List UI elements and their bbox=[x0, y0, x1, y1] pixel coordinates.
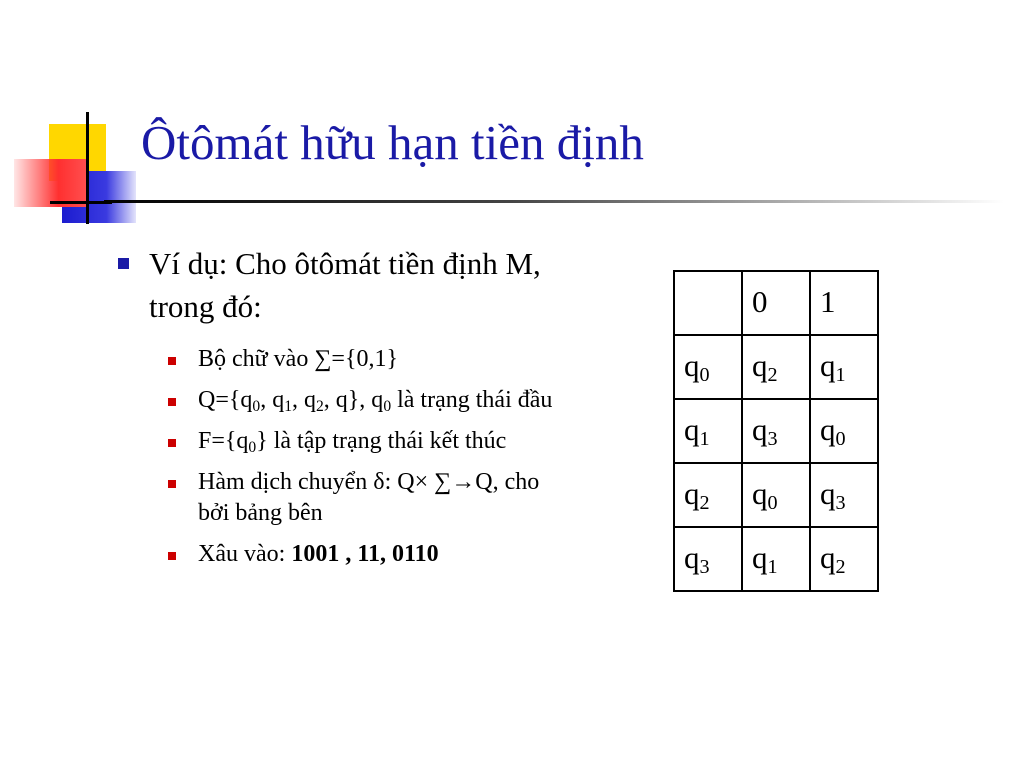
table-row bbox=[674, 399, 878, 463]
table-row bbox=[674, 527, 878, 591]
input-strings: 1001 , 11, 0110 bbox=[291, 541, 439, 567]
bullet-square-icon bbox=[168, 398, 176, 406]
table-cell: $q_0$ bbox=[810, 399, 878, 463]
input-label: Xâu vào: bbox=[198, 541, 292, 567]
states-text: $Q=\{q_0$, $q_1$, $q_2$, q}, $q_0$ là trạng thái đầu bbox=[198, 387, 553, 415]
table-header-cell: 1 bbox=[810, 271, 878, 335]
bullet-square-icon bbox=[168, 552, 176, 560]
main-bullet-text: Ví dụ: Cho ôtômát tiền định M, trong đó: bbox=[149, 246, 541, 324]
table-cell: $q_2$ bbox=[674, 463, 742, 527]
table-cell: $q_3$ bbox=[674, 527, 742, 591]
table-cell: $q_1$ bbox=[742, 527, 810, 591]
sub-bullet-text: Bộ chữ vào ∑={0,1} bbox=[198, 346, 399, 372]
sub-bullet-input-strings bbox=[168, 539, 558, 570]
table-cell: $q_3$ bbox=[742, 399, 810, 463]
table-cell: $q_0$ bbox=[674, 335, 742, 399]
table-cell: $q_1$ bbox=[674, 399, 742, 463]
table-cell: $q_2$ bbox=[810, 527, 878, 591]
bullet-square-icon bbox=[168, 357, 176, 365]
table-header-cell bbox=[674, 271, 742, 335]
table-cell: $q_2$ bbox=[742, 335, 810, 399]
decor-red-square bbox=[14, 159, 88, 207]
sub-bullet-transition bbox=[168, 467, 558, 529]
slide-content bbox=[118, 242, 558, 580]
table-row bbox=[674, 463, 878, 527]
sub-bullet-final-states bbox=[168, 426, 558, 457]
decor-vertical-line bbox=[86, 112, 89, 224]
table-header-row bbox=[674, 271, 878, 335]
title-underline bbox=[104, 200, 1004, 203]
sub-bullet-alphabet bbox=[168, 344, 558, 375]
bullet-square-icon bbox=[118, 258, 129, 269]
sub-bullets bbox=[118, 344, 558, 570]
table-cell: $q_3$ bbox=[810, 463, 878, 527]
table-header-cell: 0 bbox=[742, 271, 810, 335]
slide-title: Ôtômát hữu hạn tiền định bbox=[141, 115, 644, 170]
main-bullet bbox=[118, 242, 558, 328]
decor-horizontal-line bbox=[50, 201, 112, 204]
bullet-square-icon bbox=[168, 480, 176, 488]
table-cell: $q_0$ bbox=[742, 463, 810, 527]
table-row bbox=[674, 335, 878, 399]
final-states-text: $F=\{q_0\}$ là tập trạng thái kết thúc bbox=[198, 428, 507, 456]
transition-table bbox=[673, 270, 879, 592]
sub-bullet-states bbox=[168, 385, 558, 416]
bullet-square-icon bbox=[168, 439, 176, 447]
table-cell: $q_1$ bbox=[810, 335, 878, 399]
sub-bullet-text: Hàm dịch chuyển δ: Q× ∑→Q, cho bởi bảng bên bbox=[198, 469, 540, 526]
